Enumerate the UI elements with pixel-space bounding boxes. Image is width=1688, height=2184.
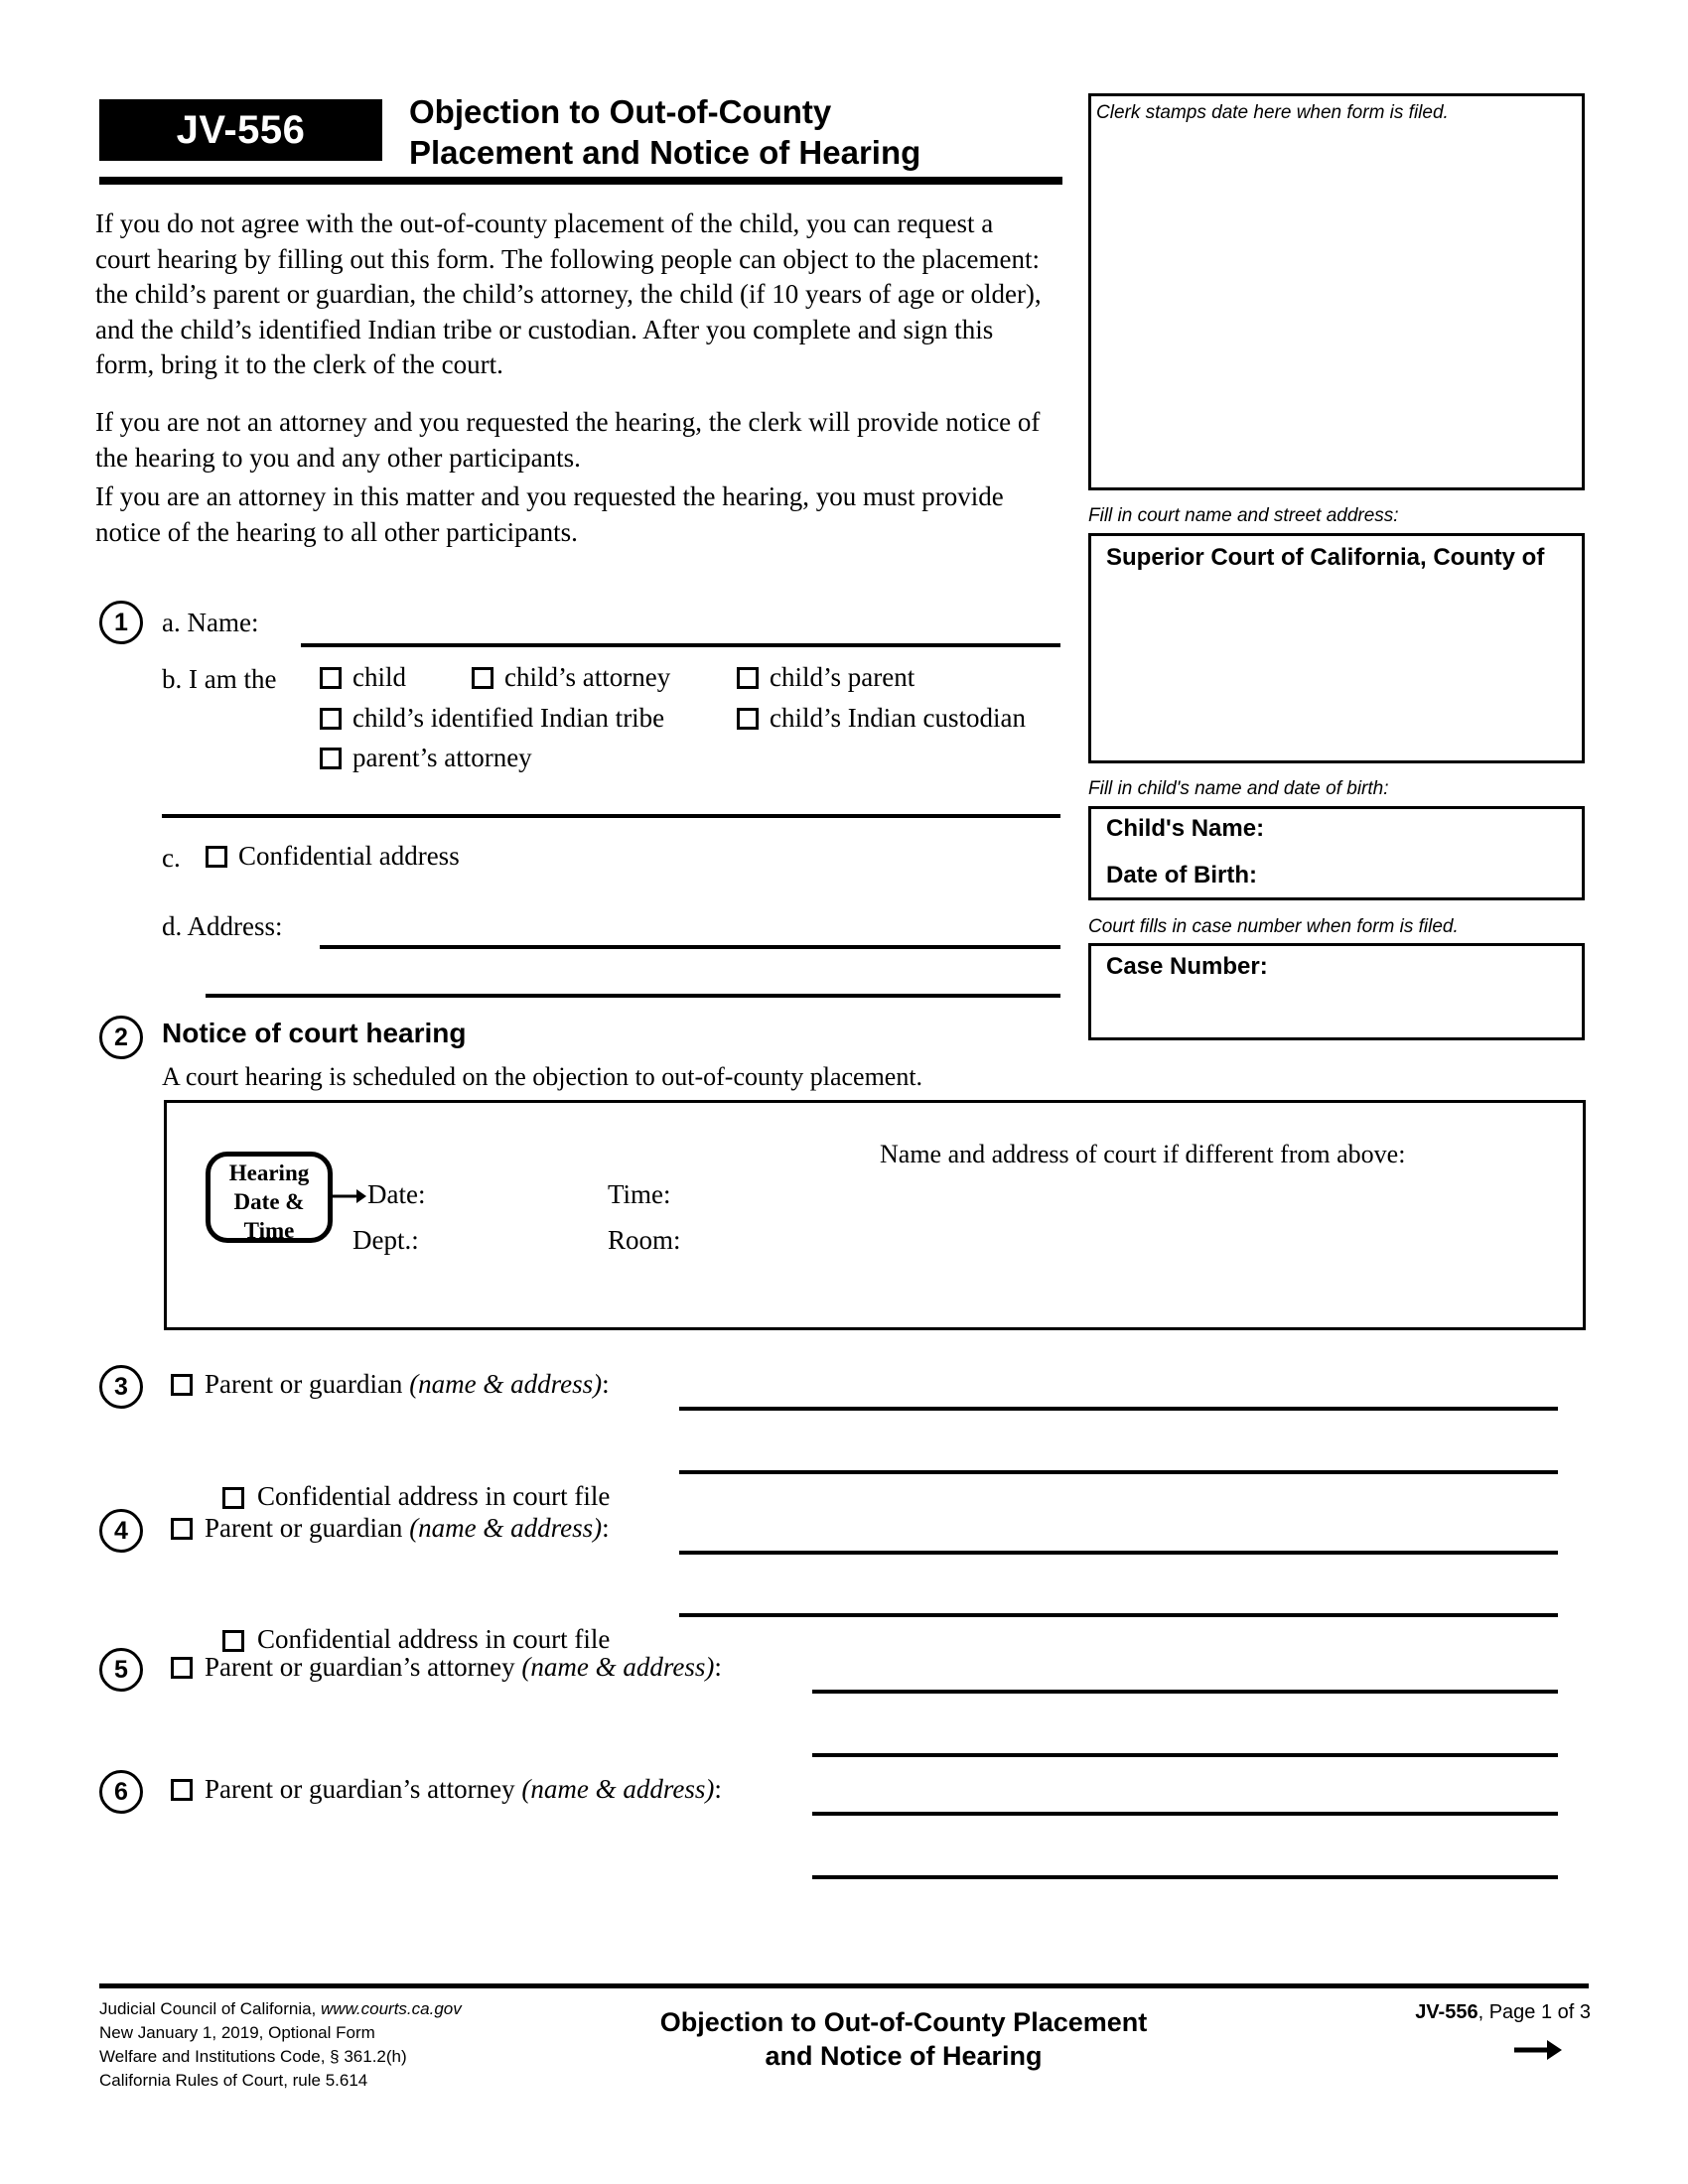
item-number-4: 4 bbox=[99, 1509, 143, 1553]
intro-paragraph-1: If you do not agree with the out-of-county placement of the child, you can request a court hearing by filling out this form. The following people can object to the placement: the child’s parent or guardian, the child’s attorney, the child (if 10 years of age or older), and the child’s identified Indian tribe or custodian. After you complete and sign this form, bring it to the clerk of the court. bbox=[95, 208, 1042, 379]
clerk-stamp-caption: Clerk stamps date here when form is filed. bbox=[1096, 102, 1449, 123]
form-title-line-1: Objection to Out-of-County bbox=[409, 93, 832, 130]
checkbox-parent-or-guardian-4[interactable] bbox=[171, 1518, 193, 1540]
hearing-room-label: Room: bbox=[608, 1225, 681, 1255]
court-name-label: Superior Court of California, County of bbox=[1106, 544, 1545, 571]
item4-label-text: Parent or guardian bbox=[205, 1513, 410, 1543]
footer-title-line-1: Objection to Out-of-County Placement bbox=[659, 2007, 1148, 2037]
header-divider-rule bbox=[99, 177, 1062, 185]
footer-form-code: JV-556 bbox=[1415, 2001, 1478, 2023]
arrow-right-icon bbox=[1514, 2037, 1562, 2063]
item1d-address-input-line-2[interactable] bbox=[206, 994, 1060, 998]
footer-divider-rule bbox=[99, 1983, 1589, 1988]
page-title bbox=[409, 91, 1064, 173]
item5-input-line-1[interactable] bbox=[812, 1690, 1558, 1694]
checkbox-parents-attorney-label: parent’s attorney bbox=[352, 743, 532, 772]
item1d-address-input-line-1[interactable] bbox=[320, 945, 1060, 949]
checkbox-childs-parent[interactable] bbox=[737, 667, 759, 689]
child-date-of-birth-label: Date of Birth: bbox=[1106, 862, 1257, 888]
checkbox-child-label: child bbox=[352, 662, 406, 692]
item4-input-line-2[interactable] bbox=[679, 1613, 1558, 1617]
item6-label-text: Parent or guardian’s attorney bbox=[205, 1774, 522, 1804]
footer-line-2: New January 1, 2019, Optional Form bbox=[99, 2023, 375, 2042]
item3-label bbox=[205, 1368, 610, 1400]
child-name-label: Child's Name: bbox=[1106, 815, 1265, 842]
footer-line-4: California Rules of Court, rule 5.614 bbox=[99, 2071, 368, 2090]
footer-council-text: Judicial Council of California, bbox=[99, 1999, 317, 2018]
arrow-right-icon bbox=[331, 1185, 366, 1207]
item3-label-suffix: : bbox=[602, 1369, 610, 1399]
checkbox-parent-or-guardian-3[interactable] bbox=[171, 1374, 193, 1396]
footer-page-number: , Page 1 of 3 bbox=[1477, 2001, 1591, 2023]
item2-subtext: A court hearing is scheduled on the objection to out-of-county placement. bbox=[162, 1062, 923, 1091]
hearing-dept-label: Dept.: bbox=[352, 1225, 419, 1255]
item4-label-suffix: : bbox=[602, 1513, 610, 1543]
checkbox-child[interactable] bbox=[320, 667, 342, 689]
hearing-court-address-note: Name and address of court if different from above: bbox=[880, 1140, 1406, 1168]
footer-citation-block bbox=[99, 1997, 616, 2093]
footer-form-title bbox=[556, 2005, 1251, 2073]
item-number-1: 1 bbox=[99, 601, 143, 644]
intro-paragraph-2: If you are not an attorney and you requested the hearing, the clerk will provide notice of the hearing to you and any other participants. bbox=[95, 407, 1041, 473]
court-name-caption: Fill in court name and street address: bbox=[1088, 505, 1399, 526]
item3-input-line-1[interactable] bbox=[679, 1407, 1558, 1411]
footer-line-1 bbox=[99, 1997, 616, 2021]
item5-label-italic: (name & address) bbox=[521, 1652, 715, 1682]
item1c-label: c. bbox=[162, 843, 181, 873]
checkbox-childs-identified-indian-tribe[interactable] bbox=[320, 708, 342, 730]
item1d-address-label: d. Address: bbox=[162, 911, 283, 941]
footer-website-url: www.courts.ca.gov bbox=[321, 1999, 462, 2018]
intro-paragraph-3: If you are an attorney in this matter and you requested the hearing, you must provide notice of the hearing to all other participants. bbox=[95, 481, 1004, 547]
item2-heading: Notice of court hearing bbox=[162, 1018, 467, 1048]
item6-label-suffix: : bbox=[714, 1774, 722, 1804]
form-number-badge: JV-556 bbox=[99, 99, 382, 161]
checkbox-parents-attorney[interactable] bbox=[320, 748, 342, 769]
checkbox-childs-indian-custodian-label: child’s Indian custodian bbox=[770, 703, 1026, 733]
checkbox-childs-indian-custodian[interactable] bbox=[737, 708, 759, 730]
checkbox-childs-parent-label: child’s parent bbox=[770, 662, 915, 692]
item-number-3: 3 bbox=[99, 1365, 143, 1409]
hearing-badge-line-2: Date & bbox=[233, 1189, 305, 1214]
item5-input-line-2[interactable] bbox=[812, 1753, 1558, 1757]
item3-input-line-2[interactable] bbox=[679, 1470, 1558, 1474]
hearing-time-label: Time: bbox=[608, 1179, 671, 1209]
item3-confidential-label: Confidential address in court file bbox=[257, 1481, 611, 1511]
item4-input-line-1[interactable] bbox=[679, 1551, 1558, 1555]
item6-label-italic: (name & address) bbox=[521, 1774, 715, 1804]
item6-input-line-2[interactable] bbox=[812, 1875, 1558, 1879]
item5-label-suffix: : bbox=[714, 1652, 722, 1682]
checkbox-childs-attorney[interactable] bbox=[472, 667, 493, 689]
item4-label-italic: (name & address) bbox=[409, 1513, 603, 1543]
hearing-badge-line-3: Time bbox=[243, 1218, 295, 1243]
checkbox-parent-or-guardians-attorney-6[interactable] bbox=[171, 1779, 193, 1801]
clerk-stamp-box[interactable] bbox=[1088, 93, 1585, 490]
item1a-name-label: a. Name: bbox=[162, 608, 259, 637]
item-number-2: 2 bbox=[99, 1016, 143, 1059]
child-info-caption: Fill in child's name and date of birth: bbox=[1088, 778, 1389, 799]
case-number-caption: Court fills in case number when form is filed. bbox=[1088, 916, 1459, 937]
footer-line-3: Welfare and Institutions Code, § 361.2(h) bbox=[99, 2047, 407, 2066]
checkbox-confidential-address-court-file-3[interactable] bbox=[222, 1487, 244, 1509]
footer-title-line-2: and Notice of Hearing bbox=[765, 2041, 1043, 2071]
item-number-6: 6 bbox=[99, 1770, 143, 1814]
footer-page-indicator bbox=[1311, 2001, 1591, 2024]
item1-divider-rule bbox=[162, 814, 1060, 818]
hearing-details-box[interactable] bbox=[164, 1100, 1586, 1330]
item3-label-text: Parent or guardian bbox=[205, 1369, 410, 1399]
checkbox-childs-identified-indian-tribe-label: child’s identified Indian tribe bbox=[352, 703, 665, 733]
item-number-5: 5 bbox=[99, 1648, 143, 1692]
item4-label bbox=[205, 1512, 610, 1544]
checkbox-confidential-address-label: Confidential address bbox=[238, 841, 460, 871]
form-title-line-2: Placement and Notice of Hearing bbox=[409, 134, 921, 171]
item1b-i-am-the-label: b. I am the bbox=[162, 664, 277, 694]
checkbox-childs-attorney-label: child’s attorney bbox=[504, 662, 671, 692]
item1a-name-input-line[interactable] bbox=[301, 643, 1060, 647]
item5-label bbox=[205, 1651, 722, 1683]
hearing-date-label: Date: bbox=[367, 1179, 426, 1209]
checkbox-parent-or-guardians-attorney-5[interactable] bbox=[171, 1657, 193, 1679]
checkbox-confidential-address[interactable] bbox=[206, 846, 227, 868]
hearing-badge-line-1: Hearing bbox=[228, 1160, 310, 1185]
item6-input-line-1[interactable] bbox=[812, 1812, 1558, 1816]
item3-label-italic: (name & address) bbox=[409, 1369, 603, 1399]
item6-label bbox=[205, 1773, 722, 1805]
item4-confidential-label: Confidential address in court file bbox=[257, 1624, 611, 1654]
item5-label-text: Parent or guardian’s attorney bbox=[205, 1652, 522, 1682]
checkbox-confidential-address-court-file-4[interactable] bbox=[222, 1630, 244, 1652]
hearing-date-time-badge bbox=[206, 1152, 333, 1243]
case-number-label: Case Number: bbox=[1106, 953, 1268, 980]
